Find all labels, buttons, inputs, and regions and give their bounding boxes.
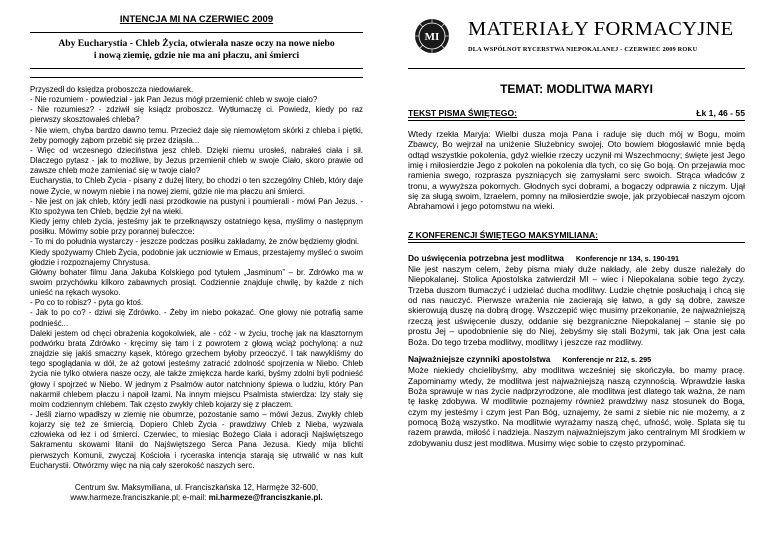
scripture-header <box>408 108 745 121</box>
left-column <box>30 14 363 504</box>
story-paragraph: - Nie wiem, chyba bardzo dawno temu. Przecież daje się niemowlętom skórki z chleba i piętki, żeby pomogły ząbom przebić się przez dziąsła... <box>30 125 363 145</box>
paragraph-reference: Konferencje nr 134, s. 190-191 <box>575 253 679 263</box>
story-paragraph: Daleki jestem od chęci obrażenia kogokolwiek, ale - cóż - w życiu, trochę jak na klasztornym podwórku brata Zdrówko - kręcimy się tam i z powrotem z głową wciąż pochyloną: a nuż znajdzie się jakiś smaczny kąsek, którego grzechem byłoby przeoczyć. I tak nawykliśmy do tego spoglądania w dół, że aż gotowi jesteśmy zatracić zdolność spojrzenia w Niebo. Chleb życia nie tylko otwiera nasze oczy, ale także zmiękcza harde karki, byśmy zdolni byli podnieść głowy i spojrzeć w Niebo. W jednym z Psalmów autor natchniony śpiewa o ludziu, który Pan nakarmił chlebem płaczu i napoił łzami. Na innym miejscu Psalmista stwierdza: Izy stały się moim codziennym chlebem. Tak często zwykły chleb kojarzy się z płaczem. <box>30 328 363 409</box>
intention-line-2: i nową ziemię, gdzie nie ma ani płaczu, ani śmierci <box>93 50 300 61</box>
story-paragraph: - Nie jest on jak chleb, który jedli nasi przodkowie na pustyni i poumierali - mówi Pan Jezus. - Kto spożywa ten Chleb, będzie żył na wieki. <box>30 196 363 216</box>
footer-address <box>30 483 363 504</box>
intention-line-1: Aby Eucharystia - Chleb Życia, otwierała nasze oczy na nowe niebo <box>58 38 335 49</box>
footer-line-1: Centrum św. Maksymiliana, ul. Franciszkańska 12, Harmęże 32-600, <box>74 482 319 492</box>
story-paragraph: Przyszedł do księdza proboszcza niedowiarek. <box>30 85 194 94</box>
story-paragraph: - Po co to robisz? - pyta go ktoś. <box>30 298 144 308</box>
story-paragraph: Główny bohater filmu Jana Jakuba Kolskiego pod tytułem „Jasminum” – br. Zdrówko ma w swoim przychówku kilkoro zabawnych prosiąt. Codziennie znajduje chwilę, by każde z nich unieść na rękach wysoko. <box>30 267 363 298</box>
story-paragraph: Kiedy spożywamy Chleb Życia, podobnie jak uczniowie w Emaus, przestajemy myśleć o swoim głodzie i rozpoznajemy Chrystusa. <box>30 247 363 267</box>
intention-story <box>30 77 363 471</box>
scripture-text: Wtedy rzekła Maryja: Wielbi dusza moja Pana i raduje się duch mój w Bogu, moim Zbawcy, Bo wejrzał na uniżenie Służebnicy swojej. Oto bowiem błogosławić mnie będą odtąd wszystkie pokolenia, gdyż wielkie rzeczy uczynił mi Wszechmocny; święte jest Jego imię i miłosierdzie Jego z pokolen na pokolenia dla tych, co się Go boją. On przejawia moc ramienia swego, rozprasza pyszniących się zamysłami serc swoich. Strąca władców z tronu, a wywyższa pokornych. Głodnych syci dobrami, a bogaczy odprawia z niczym. Ujął się za sługą swoim, Izraelem, pomny na miłosierdzie swoje, jak przyobiecał naszym ojcom Abrahamowi i jego potomstwu na wieki. <box>408 129 745 212</box>
paragraph-text: Nie jest naszym celem, żeby pisma miały duże nakłady, ale żeby dusze należały do Niepokalanej. Stolica Apostolska zatwierdził MI – wiec i Niepokalana sobie tego życzy. Trzeba duszom tłumaczyć i udzielać ducha modlitwy. Ludzie chętnie posłuchają i chcą się od nas nauczyć. Pierwsze wrażenia nie zacierają się łatwo, a gdy są dobre, zawsze skierowują duszę na dobrą drogę. Wszczepić więc musimy przekonanie, że najważniejszą rzeczą jest uświęcenie duszy, oddanie się bezgraniczne Niepokalanej – stanie się po prostu Jej – upodobnienie się do Niej, żebyśmy się stali Bożymi, tak jak Ona jest cała Boża. Do tego trzeba modlitwy, modlitwy i jeszcze raz modlitwy. <box>408 264 745 347</box>
masthead-divider <box>408 68 745 69</box>
masthead-subtitle: DLA WSPÓLNOT RYCERSTWA NIEPOKALANEJ - CZERWIEC 2009 ROKU <box>468 46 698 53</box>
story-paragraph: - Jak to po co? - dziwi się Zdrówko. - Żeby im niebo pokazać. One głowy nie potrafią same podnieść... <box>30 308 363 328</box>
paragraph-reference: Konferencje nr 212, s. 295 <box>562 354 652 364</box>
paragraph-text: Może niekiedy chcielibyśmy, aby modlitwa wcześniej się skończyła, bo mamy pracę. Zapominamy wtedy, że modlitwa jest najważniejszą naszą czynnością. Wprawdzie łaska Boża sprawuje w nas życie nadprzyrodzone, ale modlitwa jest dlatego tak ważna, że nam tę łaskę zdobywa. W modlitwie poznajemy również prawdziwy nasz stosunek do Boga, czym my jesteśmy i czym jest Pan Bóg, uznajemy, że sami z siebie nic nie możemy, a z pomocą Bożą wszystko. Na modlitwie wyrażamy naszą chęć, ufność, wolę. Splata się tu razem prawda, miłość i nadzieja. Naszym najważniejszym jako centralnym MI środkiem w zdobywaniu dusz jest modlitwa. Musimy więc sobie to często przypominać. <box>408 365 745 448</box>
paragraph-lead: Najważniejsze czynniki apostolstwa <box>408 353 551 364</box>
footer-website[interactable]: www.harmeze.franciszkanie.pl; e-mail: <box>70 493 207 503</box>
story-paragraph: - Nie rozumiem - powiedział - jak Pan Jezus mógł przemienić chleb w swoje ciało? <box>30 95 318 105</box>
story-paragraph: - To mi do południa wystarczy - jeszcze podczas posiłku zakładamy, że znów będziemy głodni. <box>30 237 360 247</box>
conference-paragraph <box>408 354 745 448</box>
topic-heading: TEMAT: MODLITWA MARYI <box>500 82 653 96</box>
scripture-heading: TEKST PISMA ŚWIĘTEGO: <box>408 108 518 118</box>
mi-emblem-icon <box>414 18 450 54</box>
story-paragraph: - Więc od wczesnego dzieciństwa jesz chleb. Dzięki niemu urosłeś, nabrałeś ciała i sił. Dlaczego pytasz - jak to możliwe, by Jezus przemienił chleb w swoje Ciało, skoro prawie od zawsze chleb może zamieniać się w twoje ciało? <box>30 145 363 176</box>
masthead-title: MATERIAŁY FORMACYJNE <box>468 18 734 40</box>
scripture-reference: Łk 1, 46 - 55 <box>696 108 745 118</box>
story-paragraph: Eucharystia, to Chleb Życia - pisany z dużej litery, bo chodzi o ten szczególny Chleb, który daje nowe Życie, w nowym niebie i na nowej ziemi, gdzie nie ma płaczu ani śmierci. <box>30 176 363 196</box>
mi-emblem-text: MI <box>424 31 440 43</box>
right-column <box>408 14 745 455</box>
intention-box <box>30 32 363 69</box>
conference-paragraph <box>408 253 745 347</box>
story-paragraph: Kiedy jemy chleb życia, jesteśmy jak te przełknąwszy ostatniego kęsa, myślimy o następnym posiłku. Mówimy sobie przy porannej buleczce: <box>30 217 363 237</box>
story-paragraph: - Nie rozumiesz? - zdziwił się ksiądz proboszcz. Wytłumaczę ci. Powiedz, kiedy po raz pierwszy skosztowałeś chleba? <box>30 105 363 125</box>
conference-heading: Z KONFERENCJI ŚWIĘTEGO MAKSYMILIANA: <box>408 230 745 243</box>
paragraph-lead: Do uświęcenia potrzebna jest modlitwa <box>408 252 564 263</box>
masthead <box>408 14 745 72</box>
footer-line-2 <box>30 493 363 504</box>
footer-email-link[interactable]: mi.harmeze@franciszkanie.pl. <box>208 493 323 503</box>
intention-title: INTENCJA MI NA CZERWIEC 2009 <box>119 14 274 25</box>
story-paragraph: - Jeśli ziarno wpadłszy w ziemię nie obumrze, pozostanie samo – mówi Jezus. Zwykły chleb kojarzy się też ze śmiercią. Dopiero Chleb Życia - prawdziwy Chleb z Nieba, wyzwala człowieka od łez i od śmierci. Czerwiec, to miesiąc Bożego Ciała i adoracji Najświętszego Sakramentu skowami litanii do Najświętszego Serca Pana Jezusa. Kiedy mija blichti pierwszych Komunii, zwyczaj Kościoła i ryceraska intencja starają się utrwalić w nas kult Eucharystii. Otwórzmy więc na nią cały szerokość naszych serc. <box>30 410 363 470</box>
